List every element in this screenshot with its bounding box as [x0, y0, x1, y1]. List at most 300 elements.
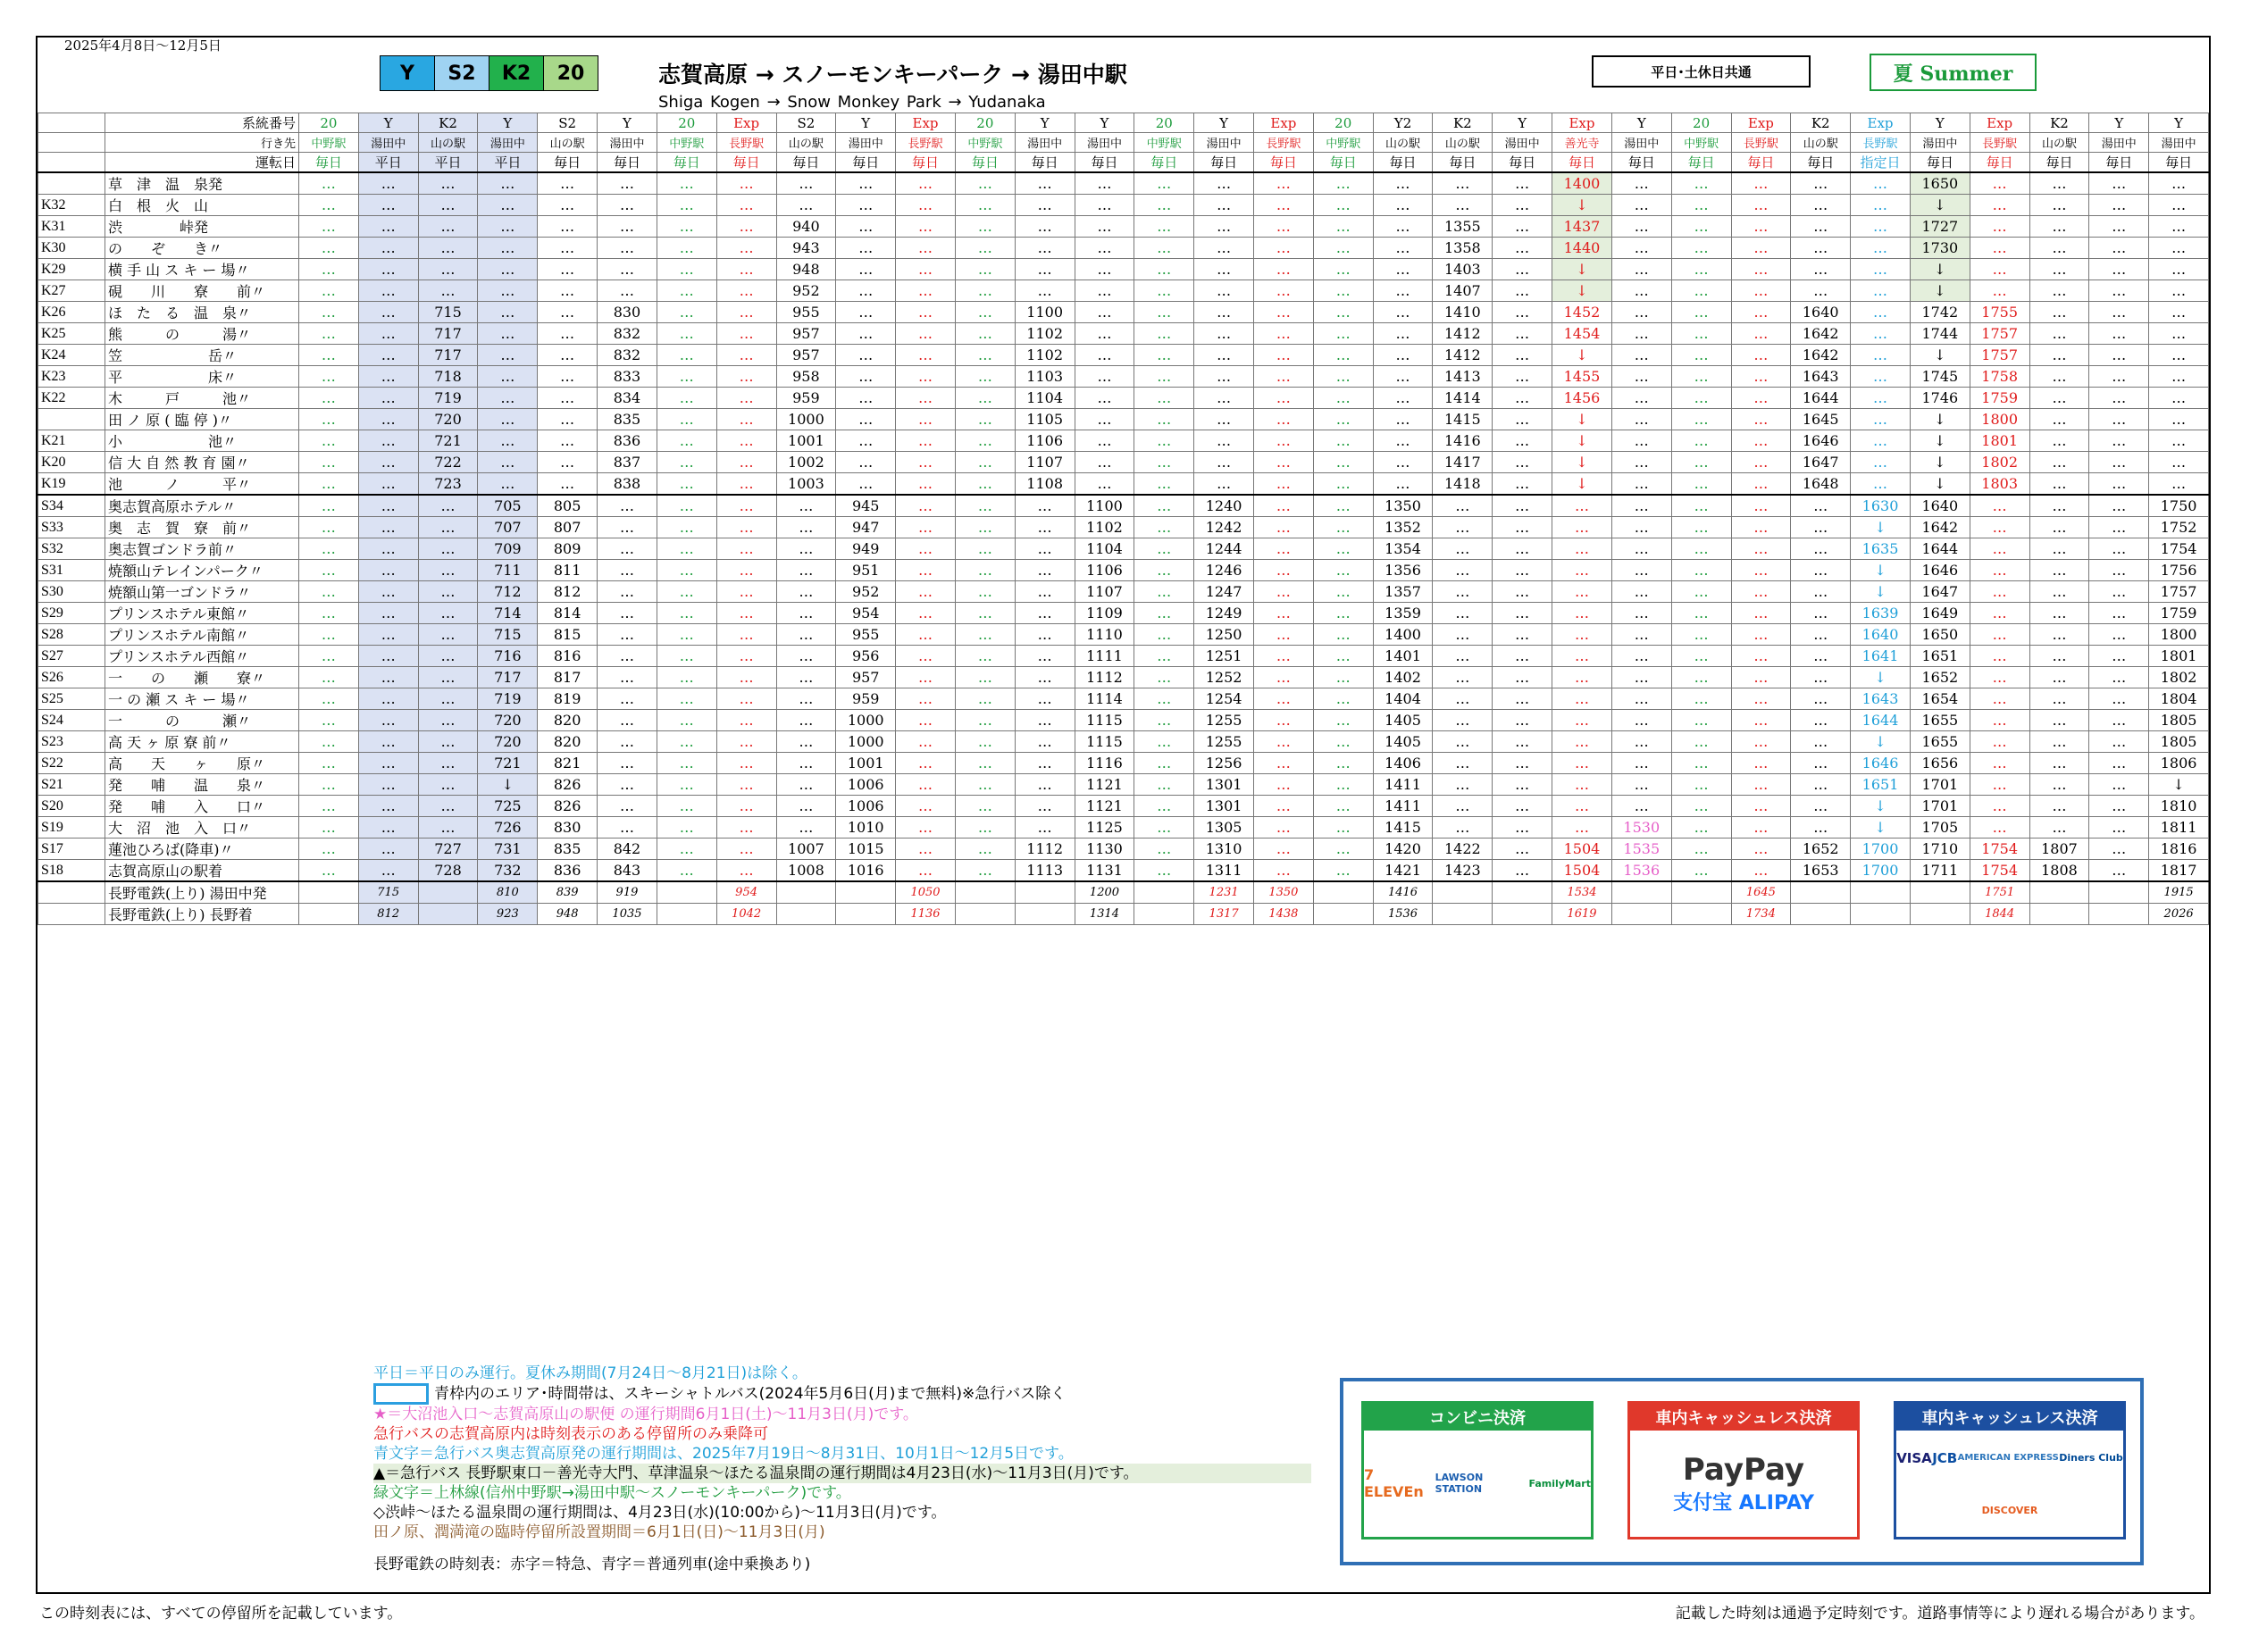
- header-cell: 長野駅: [1970, 133, 2029, 153]
- time-cell: …: [358, 688, 418, 710]
- header-cell: 長野駅: [1254, 133, 1314, 153]
- header-cell: 湯田中: [2089, 133, 2149, 153]
- header-cell: 山の駅: [2029, 133, 2089, 153]
- rail-label: 長野電鉄(上り) 湯田中発: [105, 881, 299, 904]
- time-cell: 1100: [1015, 302, 1075, 323]
- time-cell: …: [1493, 603, 1552, 624]
- time-cell: …: [776, 646, 836, 667]
- time-cell: 1301: [1194, 796, 1254, 817]
- time-cell: …: [1611, 259, 1671, 280]
- time-cell: 1116: [1075, 753, 1134, 774]
- time-cell: …: [955, 345, 1015, 366]
- time-cell: …: [299, 345, 359, 366]
- time-cell: …: [1552, 603, 1612, 624]
- stop-code: S25: [38, 688, 105, 710]
- time-cell: …: [1791, 581, 1851, 603]
- header-cell: 山の駅: [1373, 133, 1433, 153]
- time-cell: 1800: [2149, 624, 2209, 646]
- time-cell: …: [598, 560, 657, 581]
- time-cell: 1423: [1433, 860, 1493, 882]
- rail-time: 1416: [1373, 881, 1433, 904]
- time-cell: …: [1671, 817, 1731, 839]
- time-cell: …: [657, 259, 716, 280]
- time-cell: …: [1970, 646, 2029, 667]
- time-cell: …: [1493, 473, 1552, 496]
- time-cell: …: [1433, 646, 1493, 667]
- time-cell: …: [1313, 388, 1373, 409]
- badge-s2: S2: [435, 56, 489, 90]
- time-cell: …: [1671, 774, 1731, 796]
- time-cell: 948: [776, 259, 836, 280]
- page-subtitle: Shiga Kogen → Snow Monkey Park → Yudanaka: [658, 93, 1046, 112]
- time-cell: 1015: [836, 839, 896, 860]
- time-cell: …: [1552, 774, 1612, 796]
- time-cell: …: [1134, 860, 1194, 882]
- time-cell: …: [716, 345, 776, 366]
- header-cell: 山の駅: [776, 133, 836, 153]
- time-cell: 1104: [1075, 538, 1134, 560]
- time-cell: …: [598, 624, 657, 646]
- time-cell: …: [1493, 731, 1552, 753]
- time-cell: …: [657, 430, 716, 452]
- time-cell: …: [1671, 216, 1731, 238]
- time-cell: …: [1015, 172, 1075, 195]
- header-cell: 毎日: [1194, 153, 1254, 173]
- seven-eleven-logo: 7 ELEVEn: [1364, 1466, 1424, 1500]
- header-cell: 毎日: [1910, 153, 1970, 173]
- time-cell: …: [299, 495, 359, 517]
- time-cell: …: [1254, 817, 1314, 839]
- time-cell: …: [955, 259, 1015, 280]
- time-cell: …: [1134, 259, 1194, 280]
- time-cell: 1252: [1194, 667, 1254, 688]
- time-cell: …: [2089, 710, 2149, 731]
- time-cell: 1250: [1194, 624, 1254, 646]
- time-cell: 714: [478, 603, 538, 624]
- time-cell: …: [1493, 388, 1552, 409]
- time-cell: …: [1671, 517, 1731, 538]
- time-cell: …: [299, 302, 359, 323]
- time-cell: …: [1134, 452, 1194, 473]
- time-cell: …: [836, 409, 896, 430]
- table-row: [38, 345, 2209, 366]
- time-cell: …: [1313, 452, 1373, 473]
- time-cell: …: [299, 688, 359, 710]
- time-cell: …: [2029, 817, 2089, 839]
- time-cell: …: [2089, 238, 2149, 259]
- time-cell: …: [896, 388, 956, 409]
- time-cell: …: [1134, 624, 1194, 646]
- time-cell: …: [1791, 796, 1851, 817]
- time-cell: …: [1731, 624, 1791, 646]
- time-cell: …: [716, 409, 776, 430]
- conv-payment: [1361, 1401, 1594, 1539]
- time-cell: …: [1313, 581, 1373, 603]
- time-cell: 1639: [1851, 603, 1911, 624]
- time-cell: …: [1313, 517, 1373, 538]
- time-cell: …: [1373, 366, 1433, 388]
- time-cell: …: [2149, 409, 2209, 430]
- time-cell: …: [1313, 646, 1373, 667]
- rail-time: [1910, 881, 1970, 904]
- time-cell: …: [1194, 280, 1254, 302]
- table-row: [38, 517, 2209, 538]
- time-cell: …: [955, 388, 1015, 409]
- time-cell: ↓: [1910, 409, 1970, 430]
- time-cell: …: [1611, 517, 1671, 538]
- time-cell: …: [1671, 172, 1731, 195]
- time-cell: 1354: [1373, 538, 1433, 560]
- time-cell: …: [776, 517, 836, 538]
- time-cell: …: [358, 345, 418, 366]
- time-cell: …: [2149, 302, 2209, 323]
- discover-logo: DISCOVER: [1981, 1505, 2038, 1517]
- time-cell: …: [1134, 195, 1194, 216]
- header-cell: 平日: [418, 153, 478, 173]
- time-cell: …: [716, 366, 776, 388]
- time-cell: …: [1194, 345, 1254, 366]
- stop-name: プリンスホテル南館〃: [105, 624, 299, 646]
- time-cell: …: [1611, 495, 1671, 517]
- note-4: 急行バスの志賀高原内は時刻表示のある停留所のみ乗降可: [373, 1425, 768, 1443]
- time-cell: 1440: [1552, 238, 1612, 259]
- visa-logo: VISA: [1896, 1449, 1932, 1466]
- time-cell: 1401: [1373, 646, 1433, 667]
- table-row: [38, 860, 2209, 882]
- time-cell: …: [299, 774, 359, 796]
- time-cell: …: [716, 302, 776, 323]
- time-cell: …: [1671, 238, 1731, 259]
- time-cell: …: [776, 774, 836, 796]
- table-row: [38, 216, 2209, 238]
- header-cell: 毎日: [955, 153, 1015, 173]
- stop-code: S29: [38, 603, 105, 624]
- header-label: 運転日: [105, 153, 299, 173]
- qr-title: 車内キャッシュレス決済: [1630, 1404, 1857, 1431]
- time-cell: …: [1791, 817, 1851, 839]
- time-cell: …: [358, 774, 418, 796]
- time-cell: …: [1373, 259, 1433, 280]
- time-cell: …: [1671, 323, 1731, 345]
- code-cell: [38, 904, 105, 925]
- header-cell: 山の駅: [418, 133, 478, 153]
- time-cell: …: [1493, 280, 1552, 302]
- note-7: 緑文字＝上林線(信州中野駅→湯田中駅～スノーモンキーパーク)です。: [373, 1484, 851, 1502]
- time-cell: 1755: [1970, 302, 2029, 323]
- time-cell: …: [1970, 560, 2029, 581]
- time-cell: 1454: [1552, 323, 1612, 345]
- time-cell: …: [299, 839, 359, 860]
- time-cell: …: [1134, 817, 1194, 839]
- table-row: [38, 302, 2209, 323]
- time-cell: …: [1194, 366, 1254, 388]
- time-cell: …: [598, 710, 657, 731]
- stop-code: K25: [38, 323, 105, 345]
- table-row: [38, 581, 2209, 603]
- time-cell: …: [1194, 323, 1254, 345]
- time-cell: 1002: [776, 452, 836, 473]
- time-cell: 1008: [776, 860, 836, 882]
- time-cell: …: [598, 280, 657, 302]
- time-cell: …: [1075, 473, 1134, 496]
- time-cell: 1745: [1910, 366, 1970, 388]
- time-cell: 1010: [836, 817, 896, 839]
- time-cell: …: [716, 172, 776, 195]
- time-cell: …: [1731, 517, 1791, 538]
- time-cell: 1411: [1373, 774, 1433, 796]
- time-cell: …: [478, 345, 538, 366]
- time-cell: …: [657, 731, 716, 753]
- time-cell: …: [716, 452, 776, 473]
- time-cell: 1418: [1433, 473, 1493, 496]
- time-cell: …: [955, 538, 1015, 560]
- time-cell: …: [2089, 323, 2149, 345]
- time-cell: 1359: [1373, 603, 1433, 624]
- time-cell: 842: [598, 839, 657, 860]
- time-cell: …: [896, 581, 956, 603]
- time-cell: …: [358, 667, 418, 688]
- header-cell: 指定日: [1851, 153, 1911, 173]
- time-cell: …: [955, 323, 1015, 345]
- rail-time: [776, 904, 836, 925]
- time-cell: 843: [598, 860, 657, 882]
- time-cell: …: [1970, 731, 2029, 753]
- time-cell: …: [1970, 688, 2029, 710]
- rail-time: 1050: [896, 881, 956, 904]
- time-cell: …: [1611, 560, 1671, 581]
- time-cell: …: [1552, 538, 1612, 560]
- header-cell: 湯田中: [1075, 133, 1134, 153]
- time-cell: 817: [538, 667, 598, 688]
- time-cell: …: [2029, 280, 2089, 302]
- time-cell: …: [776, 753, 836, 774]
- time-cell: 836: [598, 430, 657, 452]
- rail-time: [1015, 881, 1075, 904]
- stop-code: S30: [38, 581, 105, 603]
- table-row: [38, 774, 2209, 796]
- time-cell: …: [1552, 796, 1612, 817]
- time-cell: ↓: [1910, 452, 1970, 473]
- time-cell: …: [657, 280, 716, 302]
- time-cell: …: [418, 172, 478, 195]
- time-cell: 1115: [1075, 710, 1134, 731]
- time-cell: …: [2029, 710, 2089, 731]
- time-cell: …: [1671, 280, 1731, 302]
- time-cell: 1648: [1791, 473, 1851, 496]
- time-cell: …: [1254, 688, 1314, 710]
- time-cell: …: [1552, 495, 1612, 517]
- time-cell: ↓: [1851, 731, 1911, 753]
- time-cell: …: [538, 473, 598, 496]
- time-cell: …: [2029, 731, 2089, 753]
- time-cell: …: [358, 388, 418, 409]
- table-row: [38, 731, 2209, 753]
- time-cell: …: [1970, 624, 2029, 646]
- rail-time: 1734: [1731, 904, 1791, 925]
- stop-name: 大 沼 池 入 口〃: [105, 817, 299, 839]
- time-cell: …: [836, 452, 896, 473]
- time-cell: …: [1851, 172, 1911, 195]
- time-cell: 705: [478, 495, 538, 517]
- table-row: [38, 710, 2209, 731]
- time-cell: …: [1254, 495, 1314, 517]
- stop-name: 発 哺 入 口〃: [105, 796, 299, 817]
- time-cell: …: [1493, 646, 1552, 667]
- rail-time: [1313, 881, 1373, 904]
- time-cell: ↓: [1552, 473, 1612, 496]
- time-cell: …: [1552, 624, 1612, 646]
- time-cell: …: [299, 860, 359, 882]
- time-cell: 1646: [1851, 753, 1911, 774]
- time-cell: …: [1611, 753, 1671, 774]
- time-cell: 1106: [1015, 430, 1075, 452]
- time-cell: …: [1194, 409, 1254, 430]
- time-cell: …: [955, 688, 1015, 710]
- time-cell: 1641: [1851, 646, 1911, 667]
- time-cell: …: [716, 280, 776, 302]
- time-cell: …: [1134, 366, 1194, 388]
- time-cell: …: [896, 345, 956, 366]
- time-cell: 1254: [1194, 688, 1254, 710]
- time-cell: 1311: [1194, 860, 1254, 882]
- time-cell: …: [299, 753, 359, 774]
- time-cell: 959: [776, 388, 836, 409]
- time-cell: …: [1552, 817, 1612, 839]
- time-cell: …: [299, 581, 359, 603]
- time-cell: 1103: [1015, 366, 1075, 388]
- time-cell: …: [1194, 195, 1254, 216]
- header-cell: K2: [2029, 113, 2089, 133]
- time-cell: …: [598, 796, 657, 817]
- time-cell: …: [776, 172, 836, 195]
- time-cell: …: [657, 839, 716, 860]
- header-cell: 20: [299, 113, 359, 133]
- conv-title: コンビニ決済: [1364, 1404, 1591, 1431]
- time-cell: ↓: [1910, 473, 1970, 496]
- time-cell: 1655: [1910, 731, 1970, 753]
- time-cell: …: [1970, 280, 2029, 302]
- time-cell: …: [538, 302, 598, 323]
- time-cell: …: [1075, 430, 1134, 452]
- time-cell: 957: [776, 323, 836, 345]
- time-cell: …: [716, 731, 776, 753]
- time-cell: 725: [478, 796, 538, 817]
- time-cell: 720: [478, 731, 538, 753]
- time-cell: 805: [538, 495, 598, 517]
- time-cell: …: [657, 560, 716, 581]
- time-cell: …: [1313, 430, 1373, 452]
- time-cell: 1102: [1015, 345, 1075, 366]
- rail-time: [1611, 904, 1671, 925]
- time-cell: …: [955, 409, 1015, 430]
- time-cell: …: [1970, 774, 2029, 796]
- time-cell: …: [418, 495, 478, 517]
- time-cell: …: [598, 646, 657, 667]
- time-cell: …: [1433, 603, 1493, 624]
- time-cell: …: [1970, 603, 2029, 624]
- time-cell: …: [1015, 688, 1075, 710]
- time-cell: …: [299, 603, 359, 624]
- time-cell: ↓: [1851, 581, 1911, 603]
- rail-time: 1534: [1552, 881, 1612, 904]
- time-cell: …: [1015, 280, 1075, 302]
- time-cell: 1350: [1373, 495, 1433, 517]
- header-cell: 毎日: [1671, 153, 1731, 173]
- time-cell: …: [657, 216, 716, 238]
- time-cell: 1412: [1433, 323, 1493, 345]
- time-cell: …: [1075, 302, 1134, 323]
- time-cell: …: [418, 581, 478, 603]
- time-cell: 1630: [1851, 495, 1911, 517]
- time-cell: …: [1671, 753, 1731, 774]
- time-cell: …: [1373, 216, 1433, 238]
- time-cell: …: [1313, 796, 1373, 817]
- timetable: [38, 113, 2209, 925]
- time-cell: …: [836, 430, 896, 452]
- time-cell: …: [358, 581, 418, 603]
- time-cell: 826: [538, 774, 598, 796]
- time-cell: …: [299, 238, 359, 259]
- time-cell: 1652: [1910, 667, 1970, 688]
- time-cell: 732: [478, 860, 538, 882]
- time-cell: 957: [836, 667, 896, 688]
- time-cell: …: [598, 688, 657, 710]
- header-cell: 平日: [358, 153, 418, 173]
- time-cell: …: [1493, 495, 1552, 517]
- time-cell: …: [418, 603, 478, 624]
- time-cell: …: [1254, 731, 1314, 753]
- time-cell: …: [1313, 216, 1373, 238]
- time-cell: …: [1791, 495, 1851, 517]
- header-cell: 湯田中: [1611, 133, 1671, 153]
- header-cell: 平日: [478, 153, 538, 173]
- rail-time: [1134, 881, 1194, 904]
- time-cell: 814: [538, 603, 598, 624]
- time-cell: …: [1493, 817, 1552, 839]
- time-cell: …: [657, 581, 716, 603]
- time-cell: …: [1731, 560, 1791, 581]
- time-cell: …: [478, 195, 538, 216]
- time-cell: …: [478, 473, 538, 496]
- header-cell: 湯田中: [358, 133, 418, 153]
- time-cell: …: [1015, 710, 1075, 731]
- time-cell: …: [896, 796, 956, 817]
- time-cell: …: [1373, 195, 1433, 216]
- payment-panel: [1340, 1378, 2144, 1565]
- time-cell: …: [1015, 517, 1075, 538]
- time-cell: 715: [418, 302, 478, 323]
- time-cell: …: [358, 302, 418, 323]
- header-cell: 長野駅: [896, 133, 956, 153]
- table-row: [38, 473, 2209, 496]
- time-cell: …: [1791, 560, 1851, 581]
- rail-time: [955, 881, 1015, 904]
- time-cell: …: [598, 238, 657, 259]
- time-cell: …: [657, 172, 716, 195]
- rail-time: 954: [716, 881, 776, 904]
- time-cell: …: [358, 259, 418, 280]
- header-cell: Exp: [1970, 113, 2029, 133]
- time-cell: 832: [598, 345, 657, 366]
- time-cell: 1001: [776, 430, 836, 452]
- time-cell: …: [2089, 646, 2149, 667]
- time-cell: …: [776, 796, 836, 817]
- time-cell: …: [1731, 345, 1791, 366]
- header-cell: 毎日: [1791, 153, 1851, 173]
- time-cell: …: [1373, 388, 1433, 409]
- header-cell: Exp: [716, 113, 776, 133]
- time-cell: …: [1134, 323, 1194, 345]
